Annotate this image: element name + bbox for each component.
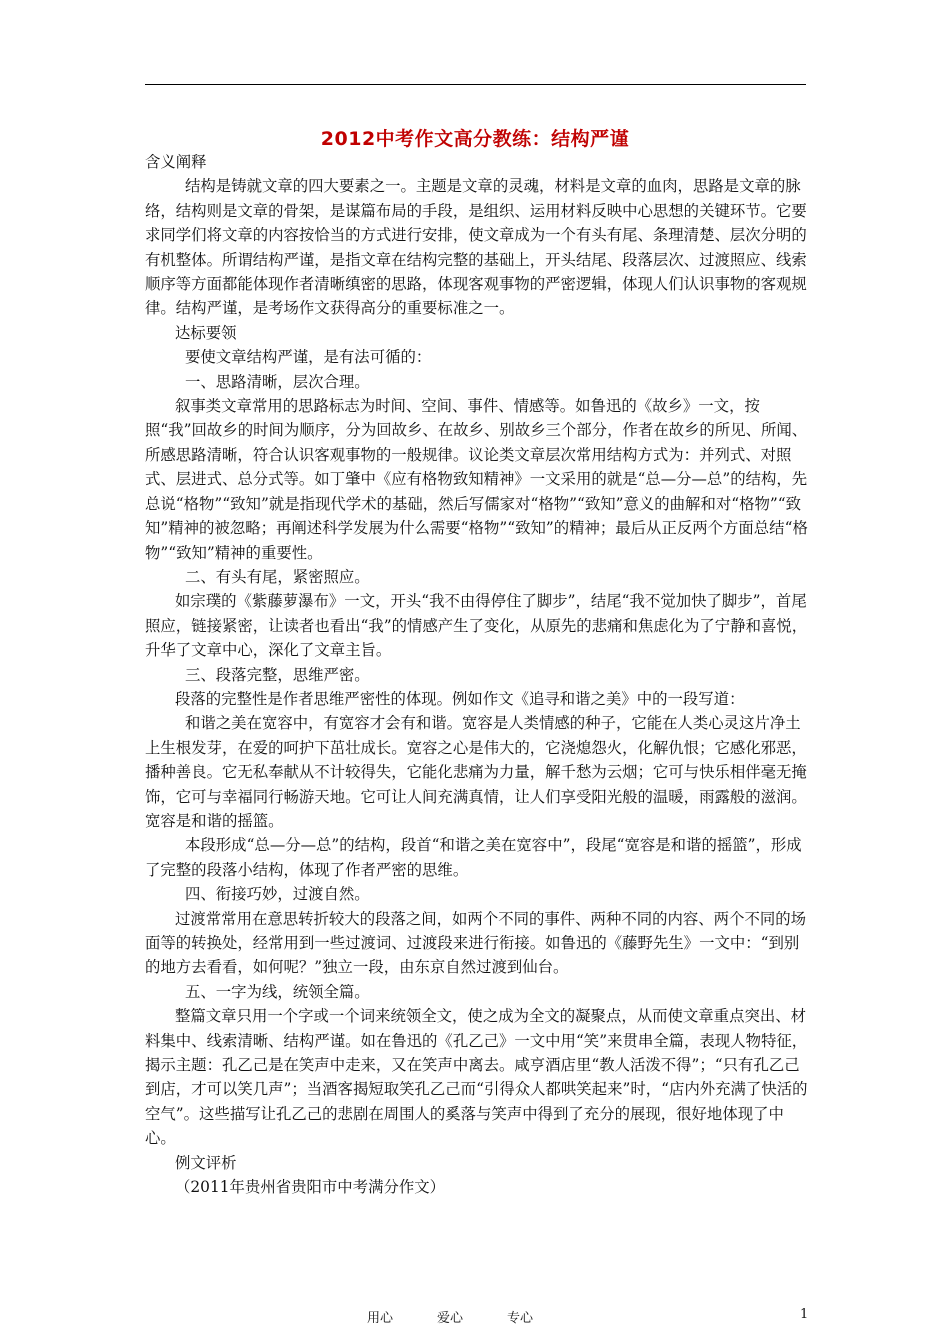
document-body xyxy=(145,150,810,1199)
paragraph: 整篇文章只用一个字或一个词来统领全文，使之成为全文的凝聚点，从而使文章重点突出、材料集中、线索清晰、结构严谨。如在鲁迅的《孔乙己》一文中用“笑”来贯串全篇，表现人物特征，揭示主题：孔乙己是在笑声中走来，又在笑声中离去。咸亨酒店里“教人活泼不得”；“只有孔乙己到店，才可以笑几声”；当酒客揭短取笑孔乙己而“引得众人都哄笑起来”时，“店内外充满了快活的空气”。这些描写让孔乙己的悲剧在周围人的奚落与笑声中得到了充分的展现，很好地体现了中心。 xyxy=(145,1007,808,1148)
section-heading: 含义阐释 xyxy=(145,153,207,171)
source-note: （2011年贵州省贵阳市中考满分作文） xyxy=(175,1178,446,1197)
page-footer xyxy=(0,1307,950,1327)
quoted-paragraph: 和谐之美在宽容中，有宽容才会有和谐。宽容是人类情感的种子，它能在人类心灵这片净土上生根发芽，在爱的呵护下茁壮成长。宽容之心是伟大的，它浇熄怨火，化解仇恨；它感化邪恶，播种善良。它无私奉献从不计较得失，它能化悲痛为力量，解千愁为云烟；它可与快乐相伴毫无掩饰，它可与幸福同行畅游天地。它可让人间充满真情，让人们享受阳光般的温暖，雨露般的滋润。宽容是和谐的摇篮。 xyxy=(145,714,807,830)
footer-word-3: 专心 xyxy=(507,1311,534,1326)
paragraph: 结构是铸就文章的四大要素之一。主题是文章的灵魂，材料是文章的血肉，思路是文章的脉络，结构则是文章的骨架，是谋篇布局的手段，是组织、运用材料反映中心思想的关键环节。它要求同学们将文章的内容按恰当的方式进行安排，使文章成为一个有头有尾、条理清楚、层次分明的有机整体。所谓结构严谨，是指文章在结构完整的基础上，开头结尾、段落层次、过渡照应、线索顺序等方面都能体现作者清晰缜密的思路，体现客观事物的严密逻辑，体现人们认识事物的客观规律。结构严谨，是考场作文获得高分的重要标准之一。 xyxy=(145,177,807,318)
paragraph: 段落的完整性是作者思维严密性的体现。例如作文《追寻和谐之美》中的一段写道： xyxy=(175,689,745,708)
subheading: 四、衔接巧妙，过渡自然。 xyxy=(185,885,370,904)
section-heading: 达标要领 xyxy=(175,323,237,342)
subheading: 一、思路清晰，层次合理。 xyxy=(185,372,370,391)
footer-word-1: 用心 xyxy=(367,1311,394,1326)
paragraph: 要使文章结构严谨，是有法可循的： xyxy=(185,348,432,367)
paragraph: 过渡常常用在意思转折较大的段落之间，如两个不同的事件、两种不同的内容、两个不同的场面等的转换处，经常用到一些过渡词、过渡段来进行衔接。如鲁迅的《藤野先生》一文中：“到别的地方去看看，如何呢？”独立一段，由东京自然过渡到仙台。 xyxy=(145,909,807,977)
page-number: 1 xyxy=(800,1307,809,1322)
footer-word-2: 爱心 xyxy=(437,1311,464,1326)
footer-motto xyxy=(367,1307,577,1326)
header-rule xyxy=(145,84,806,85)
subheading: 二、有头有尾，紧密照应。 xyxy=(185,567,370,586)
section-heading: 例文评析 xyxy=(175,1153,237,1172)
paragraph: 本段形成“总—分—总”的结构，段首“和谐之美在宽容中”，段尾“宽容是和谐的摇篮”，形成了完整的段落小结构，体现了作者严密的思维。 xyxy=(145,836,802,879)
subheading: 五、一字为线，统领全篇。 xyxy=(185,982,370,1001)
paragraph: 如宗璞的《紫藤萝瀑布》一文，开头“我不由得停住了脚步”，结尾“我不觉加快了脚步”，首尾照应，链接紧密，让读者也看出“我”的情感产生了变化，从原先的悲痛和焦虑化为了宁静和喜悦，升华了文章中心，深化了文章主旨。 xyxy=(145,592,808,660)
subheading: 三、段落完整，思维严密。 xyxy=(185,665,370,684)
paragraph: 叙事类文章常用的思路标志为时间、空间、事件、情感等。如鲁迅的《故乡》一文，按照“我”回故乡的时间为顺序，分为回故乡、在故乡、别故乡三个部分，作者在故乡的所见、所闻、所感思路清晰，符合认识客观事物的一般规律。议论类文章层次常用结构方式为：并列式、对照式、层进式、总分式等。如丁肇中《应有格物致知精神》一文采用的就是“总—分—总”的结构，先总说“格物”“致知”就是指现代学术的基础，然后写儒家对“格物”“致知”意义的曲解和对“格物”“致知”精神的被忽略；再阐述科学发展为什么需要“格物”“致知”的精神；最后从正反两个方面总结“格物”“致知”精神的重要性。 xyxy=(145,397,808,562)
page-title: 2012中考作文高分教练：结构严谨 xyxy=(320,128,630,150)
